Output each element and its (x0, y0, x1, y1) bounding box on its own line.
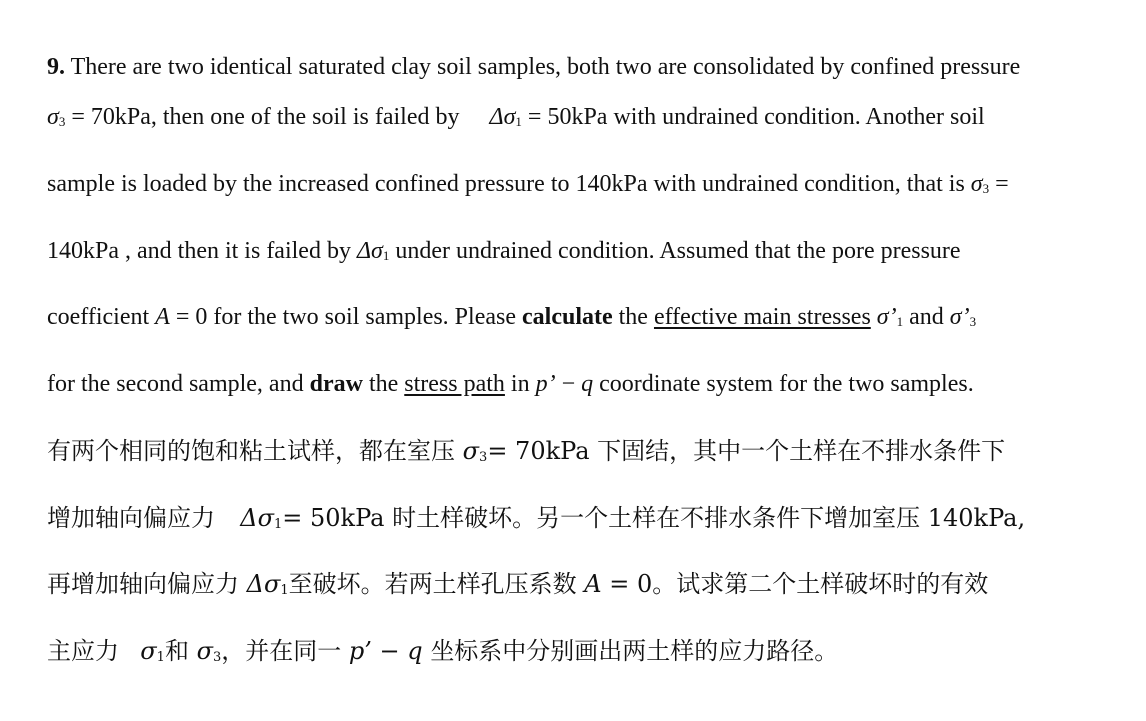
sigma-symbol: σ (47, 104, 59, 130)
subscript: 1 (274, 517, 283, 532)
q-symbol: q (581, 371, 594, 397)
line-6-text-a: for the second sample, and (47, 371, 304, 397)
line-5-text-a: coefficient (47, 304, 150, 330)
stress-path-term: stress path (404, 371, 505, 397)
subscript: 1 (156, 650, 165, 665)
delta-sigma-symbol: Δσ (240, 504, 274, 532)
draw-keyword: draw (309, 371, 363, 397)
subscript: 3 (212, 650, 222, 665)
question-line-10-zh (47, 636, 838, 673)
line-6-text-d: coordinate system for the two samples. (599, 371, 974, 397)
and-text-zh: 和 (164, 637, 189, 665)
question-line-2 (47, 102, 985, 137)
question-line-9-zh (47, 569, 988, 606)
p-prime-symbol: p’ (535, 371, 556, 397)
question-line-8-zh (47, 503, 1025, 540)
subscript: 3 (969, 314, 977, 329)
line-3-text: sample is loaded by the increased confined pressure to 140kPa with undrained condition, that is (47, 171, 965, 197)
line-10-text-b: ，并在同一 (221, 637, 342, 665)
subscript: 1 (280, 583, 289, 598)
subscript: 1 (896, 314, 904, 329)
line-9-text-b: 至破坏。若两土样孔压系数 (288, 570, 577, 598)
question-number: 9. (47, 54, 65, 80)
delta-sigma-symbol: Δσ (246, 570, 281, 598)
line-10-text-c: 坐标系中分别画出两土样的应力路径。 (430, 637, 839, 665)
subscript: 3 (58, 114, 66, 129)
question-line-1 (47, 52, 1020, 82)
line-10-text-a: 主应力 (47, 637, 119, 665)
line-9-text-c: = 0。试求第二个土样破坏时的有效 (609, 570, 989, 598)
line-6-text-b: the (368, 371, 399, 397)
calculate-keyword: calculate (522, 304, 613, 330)
line-8-text-b: = 50kPa 时土样破坏。另一个土样在不排水条件下增加室压 140kPa, (282, 504, 1026, 532)
line-7-text-b: = 70kPa 下固结，其中一个土样在不排水条件下 (487, 437, 1006, 465)
line-2-text-b: = 50kPa with undrained condition. Another soil (527, 104, 985, 130)
subscript: 3 (479, 450, 488, 465)
minus-sign: − (379, 637, 400, 665)
subscript: 1 (515, 114, 522, 129)
line-8-text-a: 增加轴向偏应力 (47, 504, 215, 532)
equals-sign: = (995, 171, 1009, 197)
line-9-text-a: 再增加轴向偏应力 (47, 570, 239, 598)
line-4-text-b: under undrained condition. Assumed that the pore pressure (395, 238, 961, 264)
line-4-text-a: 140kPa , and then it is failed by (47, 238, 351, 264)
minus-sign: − (561, 371, 576, 397)
line-7-text-a: 有两个相同的饱和粘土试样，都在室压 (47, 437, 455, 465)
line-5-text-b: = 0 for the two soil samples. Please (175, 304, 516, 330)
sigma-prime-symbol: σ’ (949, 304, 970, 330)
delta-sigma-symbol: Δσ (489, 104, 516, 130)
coefficient-a: A (584, 570, 602, 598)
line-5-text-c: the (618, 304, 648, 330)
line-1-text: There are two identical saturated clay soil samples, both two are consolidated by confined pressure (70, 54, 1021, 80)
sigma-symbol: σ (970, 171, 983, 197)
sigma-prime-symbol: σ’ (876, 304, 897, 330)
question-line-5 (47, 302, 976, 337)
sigma-symbol: σ (196, 637, 213, 665)
and-text: and (909, 304, 944, 330)
delta-sigma-symbol: Δσ (356, 238, 383, 264)
line-2-text-a: = 70kPa, then one of the soil is failed by (71, 104, 460, 130)
subscript: 1 (382, 248, 390, 263)
subscript: 3 (982, 181, 990, 196)
sigma-symbol: σ (140, 637, 157, 665)
question-line-4 (47, 236, 961, 271)
q-symbol: q (407, 637, 423, 665)
question-line-6 (47, 369, 974, 399)
question-line-7-zh (47, 436, 1005, 473)
coefficient-a: A (155, 304, 170, 330)
sigma-symbol: σ (462, 437, 480, 465)
p-prime-symbol: p’ (348, 637, 372, 665)
effective-main-stresses-term: effective main stresses (653, 304, 871, 330)
line-6-text-c: in (510, 371, 530, 397)
question-line-3 (47, 169, 1009, 204)
